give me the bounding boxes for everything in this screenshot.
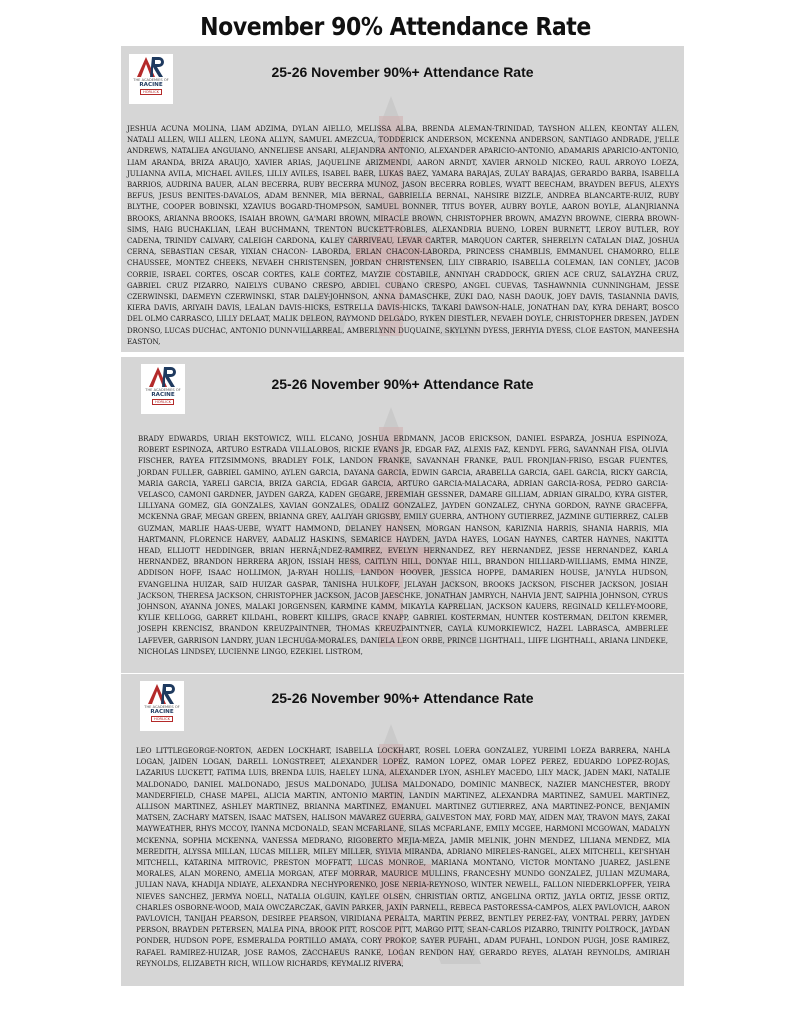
logo-text-top: THE ACADEMIES OF xyxy=(144,705,180,709)
attendance-panel-1 xyxy=(121,46,684,352)
logo-text-top: THE ACADEMIES OF xyxy=(145,388,181,392)
student-names-list: LEO LITTLEGEORGE-NORTON, AEDEN LOCKHART, ISABELLA LOCKHART, ROSEL LOERA GONZALEZ, YUREIMI LOEZA BARRERA, NAHLA LOGAN, JAIDEN LOGAN, DARELL LONGSTREET, ALEXANDER LOPEZ, RAMON LOPEZ, OMAR LOPEZ PEREZ, EDUARDO LOPEZ-ROJAS, LAZARIUS LUCKETT, FATIMA LUIS, BRENDA LUIS, HAELEY LUNA, ALEXANDER LYON, ASHLEY MACEDO, LILY MACK, JADEN MAKI, NATALIE MALDONADO, DANIEL MALDONADO, JESUS MALDONADO, JULISA MALDONADO, DOMINIC MANBECK, NAZIER MANCHESTER, BRODY MANDERFIELD, CHASE MAPEL, ALICIA MARTIN, ANTONIO MARTIN, LANDIN MARTINEZ, ALEXANDRA MARTINEZ, SAMUEL MARTINEZ, ALLISON MARTINEZ, ASHLEY MARTINEZ, BRIANNA MARTINEZ, EMANUEL MARTINEZ GUTIERREZ, ANA MARTINEZ-PONCE, BENJAMIN MATSEN, ZACHARY MATSEN, ISAAC MATSEN, HALISON MAVAREZ GUERRA, GALVESTON MAY, FORD MAY, AIDEN MAY, TRAVON MAYS, ZAKAI MAYWEATHER, RHYS MCCOY, IYANNA MCDONALD, SEAN MCFARLANE, SILAS MCFARLANE, EMILY MCGEE, HARMONI MCGOWAN, MADALYN MCKENNA, SOPHIA MCKENNA, VANESSA MEDRANO, RIGOBERTO MEJIA-MEZA, JAMIR MELNIK, JOHN MENDEZ, LILIANA MENDEZ, MIA MEREDITH, ALYSSA MILLAN, LUCAS MILLER, MILEY MILLER, SYLVIA MIRANDA, ADRIANO MIRELES-RANGEL, ALEX MITCHELL, KEI'SHYAH MITCHELL, KATARINA MITROVIC, PRESTON MOFFATT, LUCAS MONROE, MARIANA MONTANO, VICTOR MONTANO JUAREZ, JASLENE MORALES, ALAN MORENO, AMELIA MORGAN, ATEF MORRAR, MAURICE MULLINS, FRANCESHY MUNDO GONZALEZ, JULIAN MZUMARA, JULIAN NAVA, KHADIJA NDIAYE, ALEXANDRA NECHYPORENKO, JOSE NERIA-REYNOSO, WINTER NEWELL, FALLON NIEDERKLOPFER, YEIRA NIEVES SANCHEZ, JERMYA NOELL, NATALIA OLGUIN, KAYLEE OLSEN, CHRISTIAN ORTIZ, ANGELINA ORTIZ, JAYLA ORTIZ, JESSE ORTIZ, CHARLES OSBORNE-WOOD, MAIA OWCZARCZAK, GAVIN PARKER, JAXIN PARNELL, REBECA PASTORESSA-CAMPOS, ALEX PAVLOVICH, AARON PAVLOVICH, TANIJAH PEARSON, DESIREE PEARSON, VIRIDIANA PERALTA, MARTIN PEREZ, BENTLEY PEREZ-FAY, VONTRAL PERRY, JAYDEN PERSON, BRAYDEN PETERSEN, MALEA PINA, BROOK PITT, ROSCOE PITT, MARGO PITT, SEAN-CARLOS PIZARRO, TRINITY POLTROCK, JAYDAN PONDER, HUDSON POPE, ESMERALDA PORTILLO AMAYA, CORY PROKOP, SAYER PUFAHL, ADAM PUFAHL, LONDON PUGH, JOSE RAMIREZ, RAFAEL RAMIREZ-HUIZAR, JOSE RAMOS, ZACCHAEUS RANKE, LOGAN RENDON HAY, GERARDO REYES, ALAYAH REYNOLDS, AMIRIAH REYNOLDS, ELIZABETH RICH, WILLOW RICHARDS, KEYMALIZ RIVERA, xyxy=(136,746,670,968)
attendance-panel-3 xyxy=(121,674,684,986)
attendance-panel-2 xyxy=(121,357,684,673)
logo-text-top: THE ACADEMIES OF xyxy=(133,78,169,82)
student-names-list: BRADY EDWARDS, URIAH EKSTOWICZ, WILL ELCANO, JOSHUA ERDMANN, JACOB ERICKSON, DANIEL ESPARZA, JOSHUA ESPINOZA, ROBERT ESPINOZA, ARTURO ESTRADA VILLALOBOS, RICKIE EVANS JR, EDGAR FAZ, ALEXIS FAZ, KENDYL FERG, SAVANNAH FISA, OLIVIA FISCHER, RAYEA FITZSIMMONS, BRADLEY FOLK, LANDON FRANKE, SAVANNAH FRANKE, PAUL FRONJIAN-FRISO, ESGAR FUENTES, JORDAN FULLER, GABRIEL GAMINO, AYLEN GARCIA, DAYANA GARCIA, EDWIN GARCIA, ARABELLA GARCIA, GAEL GARCIA, RICKY GARCIA, MARIA GARCIA, YARELI GARCIA, BRIZA GARCIA, EDGAR GARCIA, ARTURO GARCIA-MALACARA, ADRIAN GARCIA-ROSA, PEDRO GARCIA-VELASCO, CAMONI GARDNER, JAYDEN GARZA, KADEN GEGARE, JEREMIAH GESSNER, DAMARE GILLIAM, ADRIAN GIRALDO, KYRA GISTER, LILLYANA GOMEZ, GIA GONZALES, XAVIAN GONZALES, ODALIZ GONZALEZ, JAYDEN GONZALEZ, CHYNA GORDON, RAYNE GRACEFFA, MCKENNA GRAF, MEGAN GREEN, BRIANNA GREY, AALIYAH GRIGSBY, EMILY GUERRA, ANTHONY GUTIERREZ, JAZMINE GUTIERREZ, CALEB GUZMAN, MARLIE HAAS-UEBE, WYATT HAMMOND, DELANEY HANSEN, MORGAN HANSON, KARIZNIA HARRIS, SHANIA HARRIS, MIA HARTMANN, FLORENCE HARVEY, AADALIZ HASKINS, SEMARICE HAYDEN, JAYDA HAYES, LOGAN HAYNES, CARTER HAYNES, NAKITTA HEAD, ELLIOTT HEDDINGER, BRIAN HERNÃ¡NDEZ-RAMIREZ, EVELYN HERNANDEZ, REY HERNANDEZ, JESSE HERNANDEZ, KARLA HERNANDEZ, BRANDON HERRERA ARJON, ISSIAH HESS, CAITLYN HILL, DONYAE HILL, BRANDON HILLIARD-WILLIAMS, EMMA HINZE, ADDISON HOFF, ISAAC HOLLIMON, JA-RYAH HOLLIS, LANDON HOOVER, JESSICA HOPPE, DAMARIEN HOUSE, JA'NYLA HUDSON, EVANGELINA HUIZAR, SAID HUIZAR GASPAR, TANISHA HULKOFF, JELAYAH JACKSON, BROOKS JACKSON, FISCHER JACKSON, JOSIAH JACKSON, THERESA JACKSON, CHRISTOPHER JACKSON, JACOB JAESCHKE, JONATHAN JAMRYCH, NAHVIA JENT, SAIPHIA JOHNSON, CYRUS JOHNSON, AYANNA JONES, MALAKI JORGENSEN, KARMINE KAMM, MIKAYLA KAPRELIAN, JACKSON KAUERS, REGINALD KELLEY-MOORE, KYLIE KELLOGG, GARRET KILDAHL, ROBERT KILLIPS, GRACE KNAPP, GABRIEL KOSTERMAN, HUNTER KOSTERMAN, DELTON KREMER, JOSEPH KRENCISZ, BRANDON KREUZPAINTNER, THOMAS KREUZPAINTNER, CAYLA KUMORKIEWICZ, HAZEL LABRASCA, AMBERLEE LAFEVER, GARRISON LANDRY, JUAN LECHUGA-MORALES, DANIELA LEON ORBE, PRINCE LIGHTHALL, LIIFE LIGHTHALL, ARIANA LINDEKE, NICHOLAS LINDSEY, LUCIENNE LINGO, EZEKIEL LISTROM, xyxy=(138,434,668,656)
logo-text-sub: HORLICK xyxy=(140,89,162,95)
logo-text-brand: RACINE xyxy=(150,709,174,715)
logo-text-brand: RACINE xyxy=(151,392,175,398)
page-title: November 90% Attendance Rate xyxy=(200,12,591,41)
logo-text-brand: RACINE xyxy=(139,82,163,88)
panel-title: 25-26 November 90%+ Attendance Rate xyxy=(271,690,534,706)
academies-of-racine-logo xyxy=(140,681,184,731)
logo-text-sub: HORLICK xyxy=(152,399,174,405)
student-names-list: JESHUA ACUNA MOLINA, LIAM ADZIMA, DYLAN AIELLO, MELISSA ALBA, BRENDA ALEMAN-TRINIDAD, TAYSHON ALLEN, KEONTAY ALLEN, NATALI ALLEN, WILI ALLEN, LEONA ALLYN, SAMUEL AMEZCUA, TODDERICK ANDERSON, MCKENNA ANDERSON, SANTIAGO ANDRADE, J'ELLE ANDREWS, NATALIEA ANGUIANO, ANNELIESE ANSARI, ALEJANDRA ANTONIO, ALEXANDER APARICIO-ANTONIO, ADAMARIS APARICIO-ANTONIO, LIAM ARANDA, BRIZA ARAUJO, XAVIER ARIAS, JAQUELINE ARIZMENDI, AARON ARNDT, XAVIER ARNOLD NICKEO, RAUL ARROYO LOEZA, JULIANNA AVILA, MICHAEL AVILES, LILLY AVILES, ISABEL BAER, LUKAS BAEZ, YAMARA BARAJAS, ZULAY BARAJAS, GERARDO BARBA, ISABELLA BARRIOS, AUDRINA BAUER, ALAN BECERRA, RUBY BECERRA MUNOZ, JASON BECERRA ROBLES, WYATT BEECHAM, BRAYDEN BEFUS, ALEXYS BEFUS, JESUS BENITES-DAVALOS, ADAM BENNER, MIA BERNAL, GABRIELLA BERNAL, NAHSIRE BIZZLE, ANDREA BLANCARTE-RUIZ, RUBY BLYTHE, COOPER BOBINSKI, XZAVIUS BOGARD-THOMPSON, SAMUEL BONNER, TITUS BOYER, AUBRY BOYLE, AARON BOYLE, ALANJRIANNA BROOKS, ARIANNA BROOKS, ISAIAH BROWN, GA'MARI BROWN, MIRACLE BROWN, CHRISTOPHER BROWN, AMAZYN BROWNE, CIERRA BROWN-SIMS, HAIG BUCHAKLIAN, LEAH BUCHMANN, TRENTON BUCKETT-ROBLES, ALEXANDRIA BUENO, LOREN BURNETT, LEROY BUTLER, ROY CADENA, TRINIDY CALVARY, CALEIGH CARDONA, KALEY CARRIVEAU, LEVAR CARTER, MARQUON CARTER, SHERELYN CATALAN DIAZ, JOSHUA CERNA, SEBASTIAN CESAR, YIXIAN CHACON- LABORDA, ERLAN CHACON-LABORDA, PRINCESS CHAMBLIS, EMMANUEL CHAMORRO, ELLE CHAUSSEE, MONTEZ CHEEKS, NEVAEH CHRISTENSEN, JORDAN CHRISTENSEN, LILY CIBRARIO, ISABELLA COLEMAN, IAN CONLEY, JACOB CORRIE, ISRAEL CORTES, OSCAR CORTES, KALE CORTEZ, MAYZIE COSTABILE, ANNIYAH CRADDOCK, GRIEN ACE CRUZ, SALAYZHA CRUZ, GABRIEL CRUZ PIZARRO, NAIELYS CUBANO CRESPO, ABDIEL CUBANO CRESPO, ANGEL CUEVAS, TASHAWNNIA CUNNINGHAM, JESSE CZERWINSKI, DAEMEYN CZERWINSKI, STAR DALEY-JOHNSON, ANNA DAMASCHKE, ZUKI DAO, NASH DAOUK, JOEY DAVIS, TASIANNIA DAVIS, KIERA DAVIS, ARIYAIH DAVIS, LEALAN DAVIS-HICKS, ESTRELLA DAVIS-HICKS, TA'KARI DAWSON-HALE, JONATHAN DAY, KYRA DEHART, BOSCO DEL OLMO CARRASCO, LILLY DELAAT, MALIK DELEON, RAYMOND DELGADO, RYKEN DIESTLER, NEVAEH DOYLE, CHRISTOPHER DRESEN, JAYDEN DRONSO, LUCAS DUCHAC, ANTONIO DUNN-VILLARREAL, AMBERLYNN DUQUAINE, SKYLYNN DYESS, JERHYIA DYESS, CLOE EASTON, MANEESHA EASTON, xyxy=(127,124,679,346)
logo-text-sub: HORLICK xyxy=(151,716,173,722)
panel-title: 25-26 November 90%+ Attendance Rate xyxy=(271,64,534,80)
panel-title: 25-26 November 90%+ Attendance Rate xyxy=(271,376,534,392)
